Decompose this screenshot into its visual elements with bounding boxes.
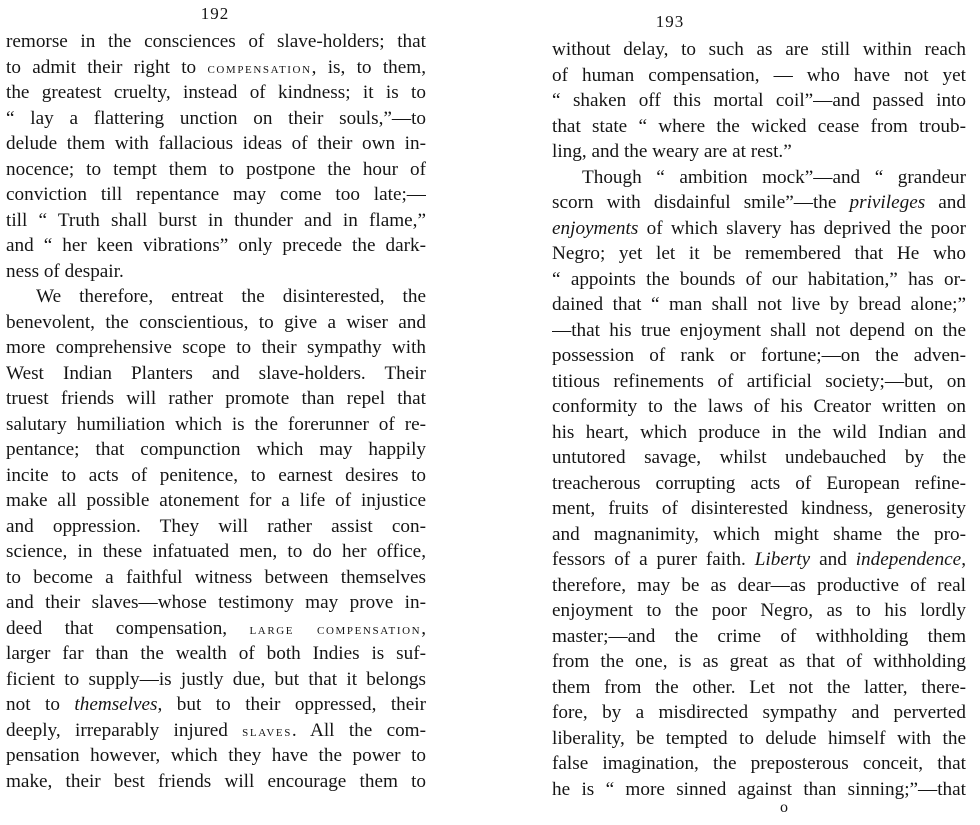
- text-line: [6, 616, 426, 642]
- text-line: larger far than the wealth of both Indies is suf-: [6, 643, 426, 664]
- text-run: deed that compensation,: [6, 617, 250, 639]
- text-run: deeply, irreparably injured: [6, 719, 243, 741]
- text-line: and oppression. They will rather assist con-: [6, 515, 426, 537]
- small-caps-run: slaves: [242, 723, 292, 740]
- text-line: them from the other. Let not the latter, there-: [552, 676, 966, 698]
- text-line: incite to acts of penitence, to earnest desires to: [6, 464, 426, 486]
- signature-mark: o: [780, 799, 788, 816]
- text-line: his heart, which produce in the wild Indian and: [552, 421, 966, 443]
- text-line: titious refinements of artificial society;—but, on: [552, 370, 966, 392]
- text-line: make all possible atonement for a life of injustice: [6, 490, 426, 511]
- text-line: ling, and the weary are at rest.”: [552, 141, 792, 162]
- text-line: and magnanimity, which might shame the pro-: [552, 523, 966, 545]
- text-line: benevolent, the conscientious, to give a wiser and: [6, 311, 426, 333]
- text-line: treacherous corrupting acts of European refine-: [552, 472, 966, 494]
- text-line: ness of despair.: [6, 260, 124, 282]
- page-number-right: 193: [655, 12, 685, 31]
- text-run: , but to their oppressed, their: [157, 694, 426, 715]
- text-line: pentance; that compunction which may happily: [6, 439, 426, 460]
- text-run: and: [810, 549, 856, 570]
- text-line: [6, 718, 426, 744]
- text-line: that state “ where the wicked cease from troub-: [552, 115, 966, 137]
- text-line: Negro; yet let it be remembered that He who: [552, 243, 966, 264]
- text-line: remorse in the consciences of slave-holders; that: [6, 31, 426, 52]
- text-line: [6, 692, 426, 718]
- text-line: [552, 216, 966, 242]
- text-line: and their slaves—whose testimony may prove in-: [6, 592, 426, 613]
- text-line: false imagination, the preposterous conceit, that: [552, 753, 966, 774]
- text-line: [6, 55, 426, 81]
- text-line: enjoyment to the poor Negro, as to his lordly: [552, 600, 966, 621]
- text-run: ,: [421, 617, 426, 639]
- text-line: of human compensation, — who have not yet: [552, 64, 966, 86]
- text-line: to become a faithful witness between themselves: [6, 566, 426, 588]
- italic-run: privileges: [849, 192, 926, 213]
- text-line: the greatest cruelty, instead of kindness; it is to: [6, 82, 426, 103]
- italic-run: independence: [855, 549, 962, 570]
- text-line: and “ her keen vibrations” only precede the dark-: [6, 235, 426, 256]
- text-line: West Indian Planters and slave-holders. Their: [6, 362, 426, 384]
- text-line: [552, 547, 966, 573]
- text-line: “ shaken off this mortal coil”—and passed into: [552, 90, 966, 111]
- text-line: [552, 190, 966, 216]
- text-run: . All the com-: [291, 719, 426, 741]
- text-line: conviction till repentance may come too late;—: [6, 184, 426, 205]
- text-line: ment, fruits of disinterested kindness, generosity: [552, 498, 966, 519]
- italic-run: Liberty: [754, 549, 811, 570]
- text-line: more comprehensive scope to their sympathy with: [6, 337, 426, 358]
- small-caps-run: large compensation: [249, 621, 422, 638]
- text-run: ,: [961, 549, 966, 570]
- text-run: to admit their right to: [6, 56, 208, 78]
- text-line: science, in these infatuated men, to do her office,: [6, 541, 426, 562]
- text-line: ficient to supply—is justly due, but that it belongs: [6, 668, 426, 690]
- text-run: fessors of a purer faith.: [552, 549, 755, 570]
- text-run: scorn with disdainful smile”—the: [552, 192, 850, 213]
- right-page: [490, 0, 980, 825]
- text-line: till “ Truth shall burst in thunder and in flame,”: [6, 209, 426, 231]
- text-line: —that his true enjoyment shall not depend on the: [552, 319, 966, 341]
- text-line: master;—and the crime of withholding them: [552, 625, 966, 647]
- left-page-text: [6, 29, 426, 794]
- page-number-left: 192: [200, 4, 230, 23]
- text-line: possession of rank or fortune;—on the adven-: [552, 345, 966, 366]
- text-line: salutary humiliation which is the forerunner of re-: [6, 413, 426, 435]
- text-line: pensation however, which they have the power to: [6, 745, 426, 766]
- text-line: “ appoints the bounds of our habitation,” has or-: [552, 268, 966, 290]
- text-line: “ lay a flattering unction on their souls,”—to: [6, 107, 426, 129]
- text-line: therefore, may be as dear—as productive of real: [552, 574, 966, 596]
- right-page-text: [552, 37, 966, 802]
- text-line: We therefore, entreat the disinterested, the: [36, 286, 426, 307]
- text-line: truest friends will rather promote than repel that: [6, 388, 426, 409]
- text-line: untutored savage, whilst undebauched by the: [552, 447, 966, 468]
- text-line: liberality, be tempted to delude himself with the: [552, 727, 966, 749]
- text-line: make, their best friends will encourage them to: [6, 770, 426, 792]
- text-line: conformity to the laws of his Creator written on: [552, 396, 966, 417]
- text-run: not to: [6, 694, 75, 715]
- text-line: from the one, is as great as that of withholding: [552, 651, 966, 672]
- text-run: and: [925, 192, 966, 213]
- text-line: fore, by a misdirected sympathy and perverted: [552, 702, 966, 723]
- italic-run: enjoyments: [552, 217, 639, 239]
- text-line: dained that “ man shall not live by bread alone;”: [552, 294, 966, 315]
- text-run: of which slavery has deprived the poor: [638, 217, 966, 239]
- text-line: he is “ more sinned against than sinning;”—that: [552, 778, 966, 800]
- text-line: nocence; to tempt them to postpone the hour of: [6, 158, 426, 180]
- text-line: Though “ ambition mock”—and “ grandeur: [582, 166, 966, 188]
- text-line: delude them with fallacious ideas of their own in-: [6, 133, 426, 154]
- text-run: , is, to them,: [311, 56, 426, 78]
- text-line: without delay, to such as are still within reach: [552, 39, 966, 60]
- italic-run: themselves: [74, 694, 158, 715]
- small-caps-run: compensation: [207, 60, 312, 77]
